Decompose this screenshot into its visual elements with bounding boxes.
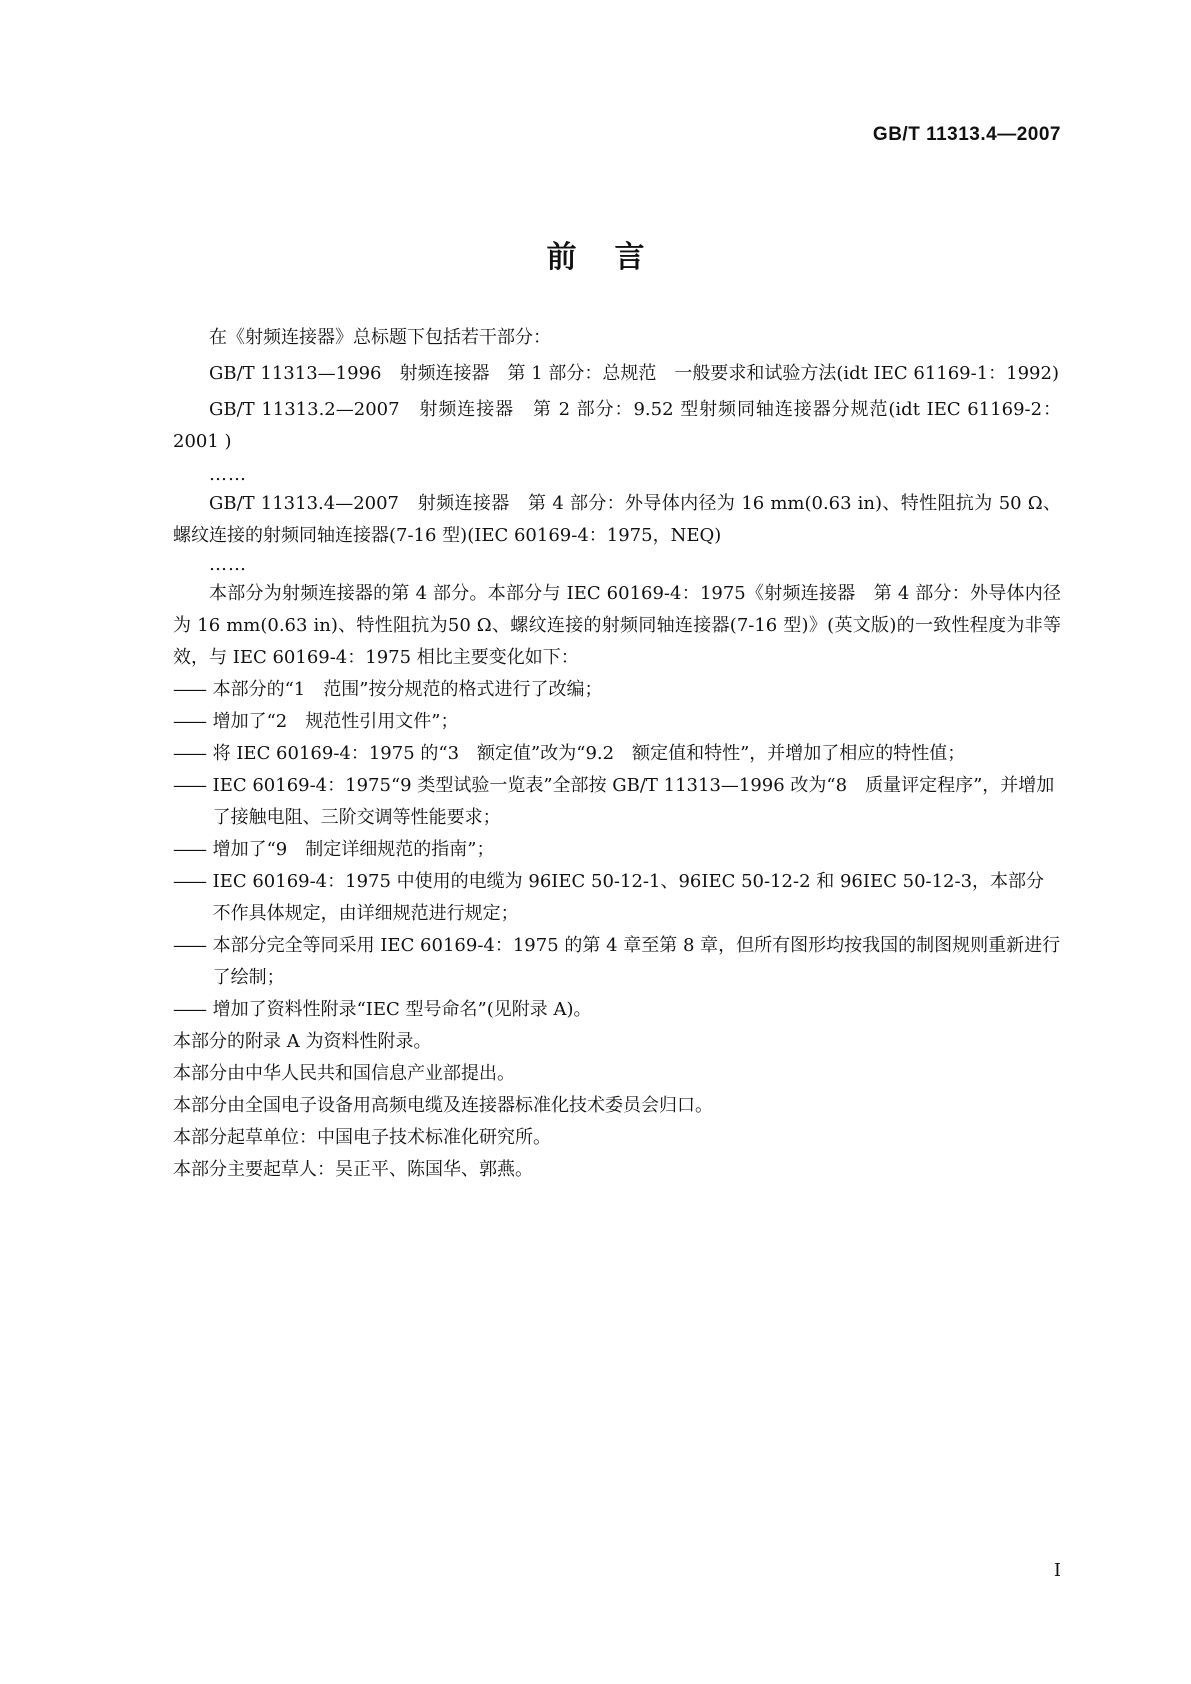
page-number: I	[1053, 1560, 1061, 1581]
part-4-entry: GB/T 11313.4—2007 射频连接器 第 4 部分：外导体内径为 16 mm(0.63 in)、特性阻抗为 50 Ω、螺纹连接的射频同轴连接器(7-16 型)(IEC 60169-4：1975，NEQ)	[173, 493, 1061, 546]
proposer-note: 本部分由中华人民共和国信息产业部提出。	[173, 1063, 515, 1084]
change-item-5: —— 增加了“9 制定详细规范的指南”；	[173, 834, 1061, 866]
dash-mark: ——	[173, 999, 205, 1020]
change-item-4: —— IEC 60169-4：1975“9 类型试验一览表”全部按 GB/T 11313—1996 改为“8 质量评定程序”，并增加了接触电阻、三阶交调等性能要求；	[173, 770, 1061, 834]
dash-mark: ——	[173, 871, 205, 892]
annex-note: 本部分的附录 A 为资料性附录。	[173, 1031, 432, 1052]
change-item-7: —— 本部分完全等同采用 IEC 60169-4：1975 的第 4 章至第 8 章，但所有图形均按我国的制图规则重新进行了绘制；	[173, 930, 1061, 994]
relation-paragraph: 本部分为射频连接器的第 4 部分。本部分与 IEC 60169-4：1975《射频连接器 第 4 部分：外导体内径为 16 mm(0.63 in)、特性阻抗为50 Ω、螺纹连接的射频同轴连接器(7-16 型)》(英文版)的一致性程度为非等效，与 IEC 60169-4：1975 相比主要变化如下：	[173, 583, 1061, 668]
ellipsis-2: ……	[209, 554, 247, 575]
dash-mark: ——	[173, 839, 205, 860]
change-item-6: —— IEC 60169-4：1975 中使用的电缆为 96IEC 50-12-1、96IEC 50-12-2 和 96IEC 50-12-3，本部分不作具体规定，由详细规范进行规定；	[173, 866, 1061, 930]
change-item-1: —— 本部分的“1 范围”按分规范的格式进行了改编；	[173, 674, 1061, 706]
dash-mark: ——	[173, 743, 205, 764]
standard-number: GB/T 11313.4—2007	[872, 124, 1061, 145]
committee-note: 本部分由全国电子设备用高频电缆及连接器标准化技术委员会归口。	[173, 1095, 713, 1116]
part-2-entry: GB/T 11313.2—2007 射频连接器 第 2 部分：9.52 型射频同轴连接器分规范(idt IEC 61169-2：2001 )	[173, 399, 1061, 452]
foreword-body	[173, 322, 1061, 1186]
change-item-8: —— 增加了资料性附录“IEC 型号命名”(见附录 A)。	[173, 994, 1061, 1026]
ellipsis-1: ……	[209, 464, 247, 485]
dash-mark: ——	[173, 679, 205, 700]
change-item-3: —— 将 IEC 60169-4：1975 的“3 额定值”改为“9.2 额定值和特性”，并增加了相应的特性值；	[173, 738, 1061, 770]
dash-mark: ——	[173, 935, 205, 956]
intro-paragraph: 在《射频连接器》总标题下包括若干部分：	[209, 327, 551, 348]
dash-mark: ——	[173, 711, 205, 732]
drafters-note: 本部分主要起草人：吴正平、陈国华、郭燕。	[173, 1159, 533, 1180]
dash-mark: ——	[173, 775, 205, 796]
page-title: 前言	[546, 240, 683, 275]
drafting-unit-note: 本部分起草单位：中国电子技术标准化研究所。	[173, 1127, 551, 1148]
change-item-2: —— 增加了“2 规范性引用文件”；	[173, 706, 1061, 738]
part-1-entry: GB/T 11313—1996 射频连接器 第 1 部分：总规范 一般要求和试验方法(idt IEC 61169-1：1992)	[209, 363, 1059, 384]
